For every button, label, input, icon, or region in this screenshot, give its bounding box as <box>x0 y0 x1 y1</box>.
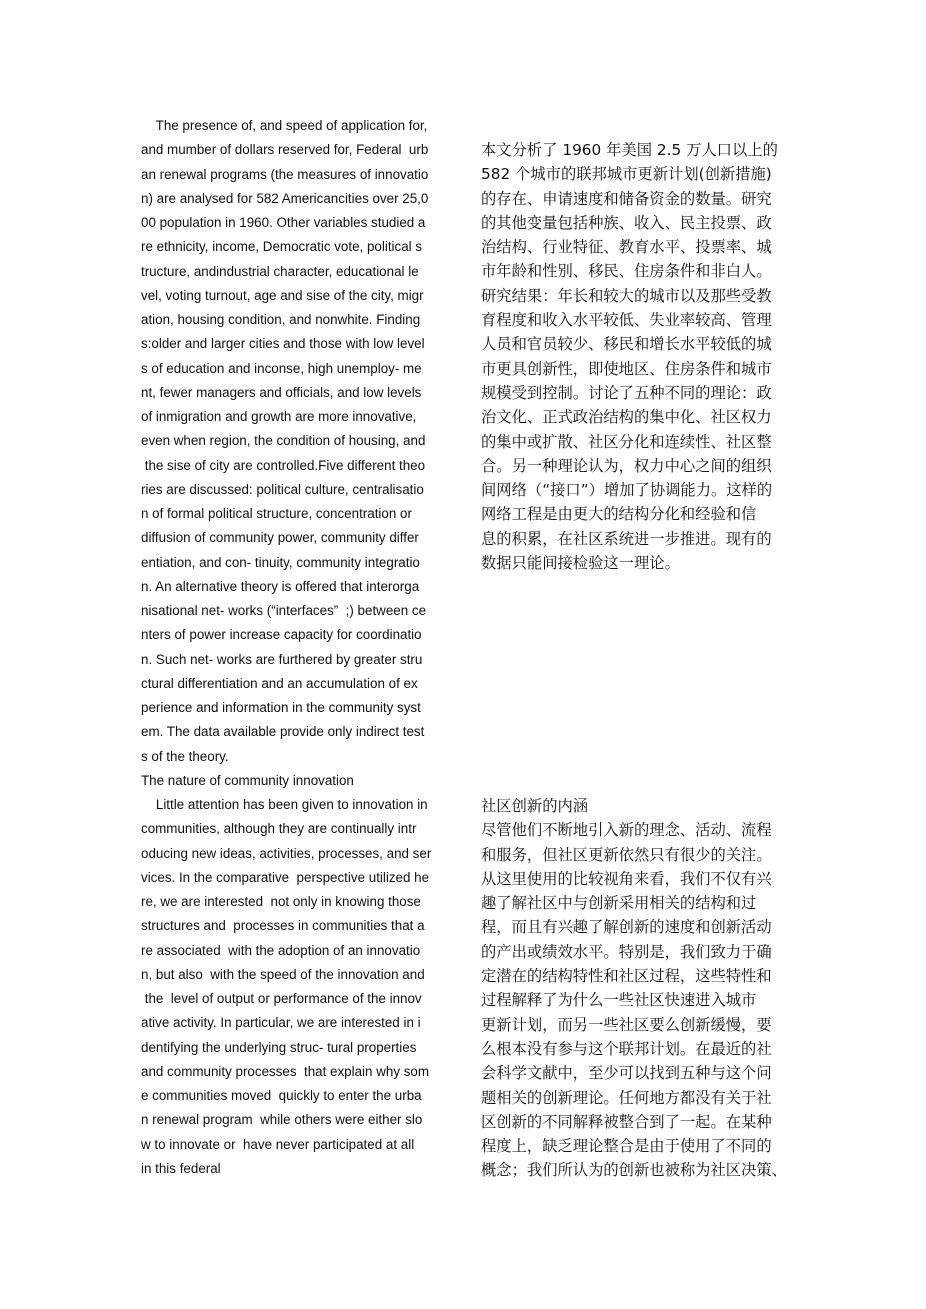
chinese-section-line: 么根本没有参与这个联邦计划。在最近的社 <box>481 1039 772 1058</box>
english-text-line: even when region, the condition of housing, and <box>141 433 426 449</box>
chinese-abstract-line: 本文分析了 1960 年美国 2.5 万人口以上的 <box>481 141 778 159</box>
chinese-abstract-line: 育程度和收入水平较低、失业率较高、管理 <box>481 311 772 330</box>
chinese-abstract-line: 的其他变量包括种族、收入、民主投票、政 <box>481 213 772 232</box>
english-text-line: nters of power increase capacity for coordinatio <box>141 627 422 643</box>
chinese-abstract-line: 数据只能间接检验这一理论。 <box>481 554 680 573</box>
english-text-line: of inmigration and growth are more innovative, <box>141 409 417 424</box>
english-text-line: The presence of, and speed of application for, <box>141 118 428 133</box>
english-text-line: n) are analysed for 582 Americancities over 25,0 <box>141 190 429 206</box>
english-text-line: nisational net- works (“interfaces” ;) between ce <box>141 603 427 618</box>
chinese-section-line: 社区创新的内涵 <box>481 797 589 815</box>
chinese-abstract-line: 治结构、行业特征、教育水平、投票率、城 <box>481 238 772 257</box>
english-text-line: s of education and inconse, high unemploy- me <box>141 360 422 376</box>
english-text-line: tructure, andindustrial character, educational le <box>141 263 419 279</box>
english-text-line: perience and information in the community syst <box>141 700 421 715</box>
chinese-abstract-line: 的集中或扩散、社区分化和连续性、社区整 <box>481 432 772 451</box>
english-text-line: n. An alternative theory is offered that interorga <box>141 578 420 594</box>
chinese-section-line: 会科学文献中，至少可以找到五种与这个问 <box>481 1064 772 1083</box>
english-text-line: n, but also with the speed of the innovation and <box>141 966 425 982</box>
chinese-abstract-line: 合。另一种理论认为，权力中心之间的组织 <box>481 456 772 475</box>
chinese-section-line: 概念；我们所认为的创新也被称为社区决策、 <box>481 1161 787 1180</box>
chinese-abstract-line: 息的积累，在社区系统进一步推进。现有的 <box>481 529 772 548</box>
chinese-abstract-line: 人员和官员较少、移民和增长水平较低的城 <box>481 335 772 354</box>
english-text-line: s:older and larger cities and those with low level <box>141 336 425 352</box>
english-text-line: w to innovate or have never participated at all <box>141 1136 415 1152</box>
english-text-line: vel, voting turnout, age and sise of the city, migr <box>141 287 424 303</box>
english-text-line: and community processes that explain why som <box>141 1063 430 1079</box>
english-text-line: ative activity. In particular, we are interested in i <box>141 1015 421 1031</box>
english-text-line: structures and processes in communities that a <box>141 918 425 934</box>
english-text-line: diffusion of community power, community differ <box>141 530 419 546</box>
chinese-section-line: 定潜在的结构特性和社区过程，这些特性和 <box>481 967 772 986</box>
chinese-section-line: 尽管他们不断地引入新的理念、活动、流程 <box>481 821 772 840</box>
chinese-abstract-line: 网络工程是由更大的结构分化和经验和信 <box>481 505 757 524</box>
chinese-section-line: 趣了解社区中与创新采用相关的结构和过 <box>481 894 757 913</box>
chinese-section-line: 更新计划，而另一些社区要么创新缓慢，要 <box>481 1015 772 1034</box>
chinese-abstract-line: 治文化、正式政治结构的集中化、社区权力 <box>481 408 772 427</box>
chinese-abstract-line: 间网络（“接口”）增加了协调能力。这样的 <box>481 481 773 500</box>
chinese-section-line: 程，而且有兴趣了解创新的速度和创新活动 <box>481 918 772 937</box>
chinese-section-column <box>481 794 793 1183</box>
chinese-section-line: 的产出或绩效水平。特别是，我们致力于确 <box>481 942 772 961</box>
english-text-line: n. Such net- works are furthered by greater stru <box>141 651 423 667</box>
chinese-abstract-line: 市更具创新性，即使地区、住房条件和城市 <box>481 359 772 378</box>
chinese-section-line: 区创新的不同解释被整合到了一起。在某种 <box>481 1112 772 1131</box>
english-text-line: re associated with the adoption of an innovatio <box>141 942 421 958</box>
english-text-line: Little attention has been given to innovation in <box>141 797 428 812</box>
chinese-section-line: 从这里使用的比较视角来看，我们不仅有兴 <box>481 869 772 888</box>
english-text-line: n of formal political structure, concentration or <box>141 506 412 521</box>
chinese-abstract-column <box>481 138 793 575</box>
english-text-line: ation, housing condition, and nonwhite. Finding <box>141 312 421 327</box>
english-text-line: vices. In the comparative perspective utilized he <box>141 869 430 885</box>
english-text-line: entiation, and con- tinuity, community integratio <box>141 554 420 570</box>
english-text-line: The nature of community innovation <box>141 772 354 788</box>
chinese-section-line: 题相关的创新理论。任何地方都没有关于社 <box>481 1088 772 1107</box>
chinese-abstract-line: 582 个城市的联邦城市更新计划(创新措施) <box>481 165 772 184</box>
english-text-line: n renewal program while others were either slo <box>141 1112 423 1128</box>
english-text-line: and mumber of dollars reserved for, Federal urb <box>141 142 429 158</box>
english-text-line: an renewal programs (the measures of innovatio <box>141 166 429 182</box>
english-text-line: re ethnicity, income, Democratic vote, political s <box>141 239 423 255</box>
english-text-column <box>141 114 451 1181</box>
english-text-line: ctural differentiation and an accumulation of ex <box>141 675 418 691</box>
english-text-line: 00 population in 1960. Other variables studied a <box>141 215 426 230</box>
english-text-line: em. The data available provide only indirect test <box>141 724 425 740</box>
english-text-line: dentifying the underlying struc- tural properties <box>141 1039 417 1055</box>
english-text-line: ries are discussed: political culture, centralisatio <box>141 481 424 497</box>
english-text-line: in this federal <box>141 1160 221 1176</box>
english-text-line: oducing new ideas, activities, processes, and ser <box>141 845 432 861</box>
english-text-line: s of the theory. <box>141 748 229 764</box>
chinese-section-line: 程度上，缺乏理论整合是由于使用了不同的 <box>481 1137 772 1156</box>
chinese-section-line: 和服务，但社区更新依然只有很少的关注。 <box>481 845 772 864</box>
english-text-line: e communities moved quickly to enter the urba <box>141 1088 422 1103</box>
chinese-abstract-line: 规模受到控制。讨论了五种不同的理论：政 <box>481 383 772 402</box>
english-text-line: the sise of city are controlled.Five different theo <box>141 457 426 473</box>
english-text-line: nt, fewer managers and officials, and low levels <box>141 384 422 400</box>
english-text-line: re, we are interested not only in knowing those <box>141 894 421 909</box>
english-text-line: communities, although they are continually intr <box>141 821 417 837</box>
chinese-abstract-line: 的存在、申请速度和储备资金的数量。研究 <box>481 189 772 208</box>
english-text-line: the level of output or performance of the innov <box>141 991 422 1006</box>
chinese-abstract-line: 市年龄和性别、移民、住房条件和非白人。 <box>481 262 772 281</box>
chinese-abstract-line: 研究结果：年长和较大的城市以及那些受教 <box>481 286 772 305</box>
chinese-section-line: 过程解释了为什么一些社区快速进入城市 <box>481 991 757 1010</box>
